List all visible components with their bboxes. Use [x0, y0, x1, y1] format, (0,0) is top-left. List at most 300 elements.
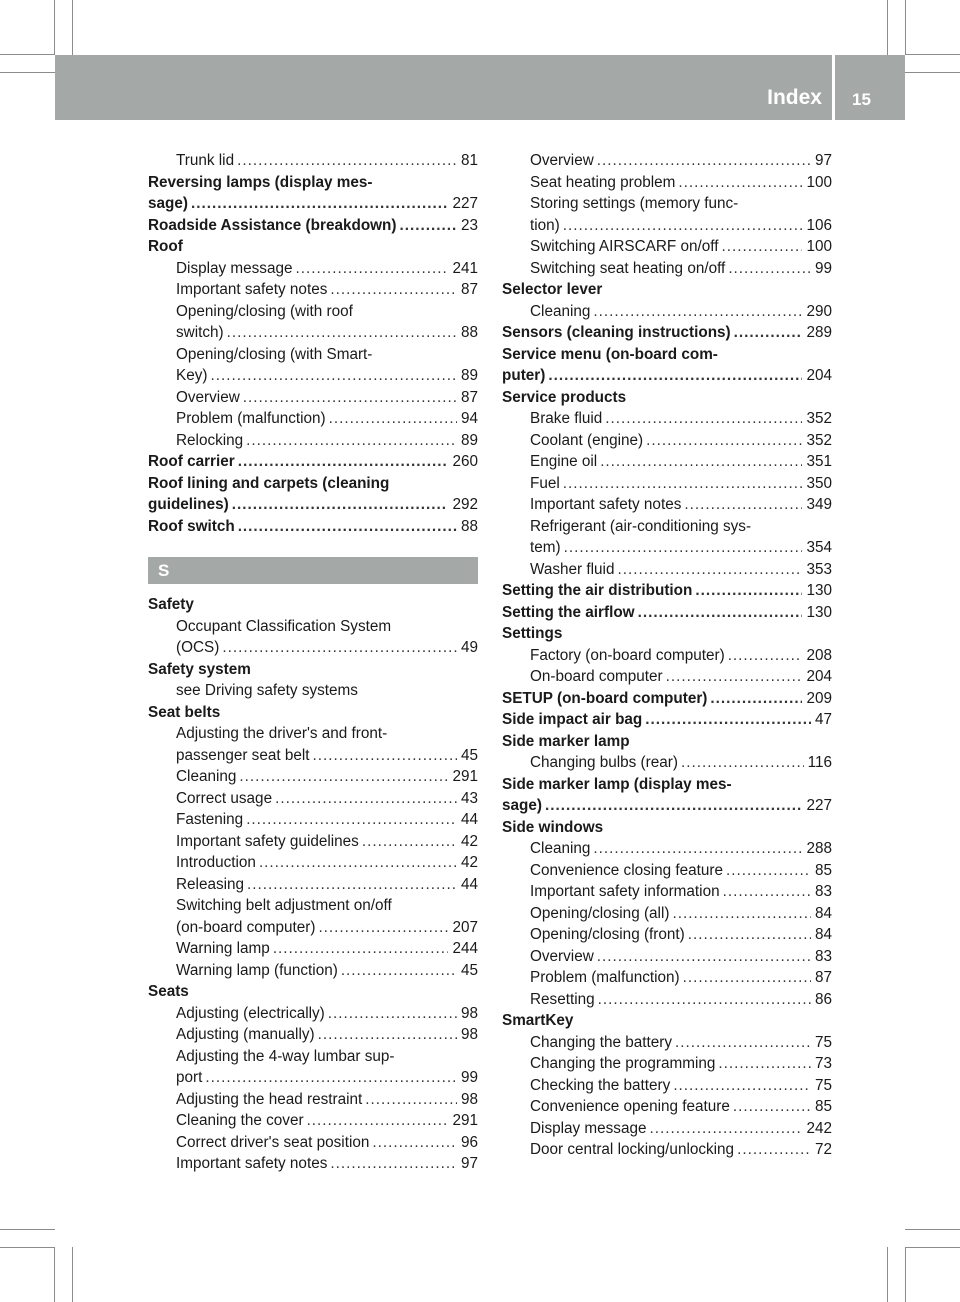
index-entry-text: Problem (malfunction) [530, 969, 680, 986]
index-page-ref[interactable]: 75 [814, 1076, 832, 1094]
index-entry [502, 215, 832, 237]
index-page-ref[interactable]: 130 [806, 582, 832, 599]
index-page-ref[interactable]: 73 [814, 1055, 832, 1072]
index-page-ref[interactable]: 42 [460, 832, 478, 850]
leader-dots [318, 917, 448, 939]
index-page-ref[interactable]: 227 [452, 195, 478, 212]
index-entry [148, 917, 478, 939]
index-entry [502, 451, 832, 473]
leader-dots [695, 580, 802, 602]
index-entry [148, 1153, 478, 1175]
index-page-ref[interactable]: 260 [452, 453, 478, 470]
index-entry [148, 766, 478, 788]
index-entry-text: Display message [176, 259, 293, 277]
index-subline: Opening/closing (with Smart- [176, 345, 373, 363]
index-page-ref[interactable]: 44 [460, 811, 478, 828]
index-entry [502, 989, 832, 1011]
index-entry [502, 666, 832, 688]
leader-dots [246, 809, 457, 831]
page-title: Index [767, 86, 822, 109]
index-entry [502, 408, 832, 430]
index-entry-text: Coolant (engine) [530, 431, 644, 449]
index-entry-text: Cleaning the cover [176, 1112, 304, 1129]
index-page-ref[interactable]: 45 [460, 961, 478, 979]
index-subline: Refrigerant (air-conditioning sys- [530, 517, 752, 535]
crop-mark [905, 72, 960, 73]
leader-dots [330, 279, 457, 301]
index-entry-text: Changing the programming [530, 1055, 716, 1072]
index-entry-text: Checking the battery [530, 1076, 671, 1094]
index-entry-text: Important safety information [530, 883, 720, 900]
index-entry [148, 637, 478, 659]
index-page-ref[interactable]: 100 [806, 173, 832, 191]
index-entry-text: (OCS) [176, 639, 220, 656]
index-entry-text: Display message [530, 1119, 647, 1137]
index-entry-text: Cleaning [530, 840, 591, 857]
leader-dots [718, 1053, 811, 1075]
index-entry-text: Trunk lid [176, 152, 235, 169]
index-entry-text: passenger seat belt [176, 746, 310, 764]
index-entry-text: tem) [530, 539, 561, 556]
leader-dots [243, 387, 457, 409]
index-entry-text: Introduction [176, 854, 256, 871]
leader-dots [237, 150, 457, 172]
index-page-ref[interactable]: 43 [460, 789, 478, 807]
index-entry [502, 1118, 832, 1140]
leader-dots [328, 1003, 457, 1025]
index-entry-text: Correct usage [176, 789, 273, 807]
index-entry [502, 172, 832, 194]
index-page-ref[interactable]: 86 [814, 990, 832, 1008]
index-entry-text: Releasing [176, 875, 245, 893]
leader-dots [372, 1132, 457, 1154]
leader-dots [688, 924, 811, 946]
index-entry [148, 494, 478, 516]
index-entry [502, 860, 832, 882]
index-page-ref[interactable]: 290 [806, 302, 832, 320]
index-entry-text: SETUP (on-board computer) [502, 689, 708, 707]
index-entry-text: Setting the air distribution [502, 582, 693, 599]
index-entry [148, 1003, 478, 1025]
index-page-ref[interactable]: 87 [460, 281, 478, 298]
index-entry [502, 301, 832, 323]
leader-dots [645, 709, 811, 731]
index-entry-text: guidelines) [148, 496, 229, 513]
index-page-ref[interactable]: 89 [460, 431, 478, 449]
index-page-ref[interactable]: 352 [806, 410, 832, 427]
index-entry-text: Switching AIRSCARF on/off [530, 238, 719, 255]
index-entry-text: Cleaning [530, 302, 591, 320]
crop-mark [905, 1247, 960, 1248]
leader-dots [649, 1118, 802, 1140]
index-entry [502, 473, 832, 495]
index-heading: Reversing lamps (display mes- [148, 173, 373, 191]
index-page-ref[interactable]: 94 [460, 410, 478, 427]
index-entry-text: Problem (malfunction) [176, 410, 326, 427]
leader-dots [683, 967, 811, 989]
leader-dots [593, 301, 802, 323]
index-page-ref[interactable]: 44 [460, 875, 478, 893]
leader-dots [341, 960, 457, 982]
index-entry [148, 516, 478, 538]
index-page-ref[interactable]: 241 [452, 259, 478, 277]
leader-dots [295, 258, 448, 280]
leader-dots [666, 666, 803, 688]
index-subline: Adjusting the 4-way lumbar sup- [176, 1047, 395, 1065]
leader-dots [246, 430, 457, 452]
leader-dots [273, 938, 449, 960]
index-entry [148, 1089, 478, 1111]
index-entry-text: Roof carrier [148, 453, 235, 470]
index-entry [502, 1096, 832, 1118]
index-subline: Adjusting the driver's and front- [176, 725, 388, 742]
index-entry-text: Overview [530, 152, 594, 169]
index-entry-text: Warning lamp [176, 940, 270, 957]
index-entry [148, 938, 478, 960]
index-heading: Roof lining and carpets (cleaning [148, 474, 390, 492]
index-entry-text: Adjusting (electrically) [176, 1004, 325, 1022]
leader-dots [675, 1032, 811, 1054]
index-entry [148, 1132, 478, 1154]
index-entry-text: Washer fluid [530, 560, 615, 578]
index-page-ref[interactable]: 204 [806, 668, 832, 685]
index-entry-text: Adjusting the head restraint [176, 1090, 363, 1108]
index-entry [502, 881, 832, 903]
leader-dots [227, 322, 457, 344]
index-page-ref[interactable]: 87 [814, 969, 832, 986]
page-number: 15 [852, 90, 871, 109]
index-page-ref[interactable]: 350 [806, 474, 832, 492]
index-entry [148, 387, 478, 409]
index-subline: Opening/closing (with roof [176, 302, 353, 320]
index-entry [502, 1032, 832, 1054]
crop-mark [905, 1229, 960, 1230]
index-entry-text: sage) [502, 797, 542, 814]
index-entry [502, 752, 832, 774]
index-subline: see Driving safety systems [176, 682, 358, 699]
index-entry [502, 365, 832, 387]
index-page-ref[interactable]: 352 [806, 431, 832, 449]
index-page-ref[interactable]: 227 [806, 797, 832, 814]
index-entry-text: Changing the battery [530, 1033, 673, 1051]
index-entry [502, 709, 832, 731]
index-entry-text: Sensors (cleaning instructions) [502, 324, 731, 341]
index-page-ref[interactable]: 75 [814, 1033, 832, 1051]
index-entry-text: Correct driver's seat position [176, 1133, 370, 1151]
leader-dots [681, 752, 804, 774]
leader-dots [400, 215, 457, 237]
index-entry [502, 946, 832, 968]
index-page-ref[interactable]: 89 [460, 367, 478, 384]
index-page-ref[interactable]: 292 [452, 496, 478, 513]
index-heading: Side marker lamp [502, 732, 630, 750]
index-entry [502, 1053, 832, 1075]
index-page-ref[interactable]: 23 [460, 216, 478, 234]
leader-dots [617, 559, 802, 581]
section-header: S [148, 557, 478, 584]
index-page-ref[interactable]: 130 [806, 603, 832, 621]
index-entry [502, 322, 832, 344]
crop-mark [905, 1247, 906, 1302]
leader-dots [232, 494, 449, 516]
index-entry [502, 537, 832, 559]
index-entry [502, 150, 832, 172]
leader-dots [307, 1110, 449, 1132]
index-entry [148, 1110, 478, 1132]
leader-dots [205, 1067, 457, 1089]
index-page-ref[interactable]: 116 [807, 754, 832, 771]
index-page-ref[interactable]: 84 [814, 904, 832, 922]
index-column-right [502, 150, 832, 1161]
index-entry [148, 279, 478, 301]
index-entry-text: Opening/closing (front) [530, 926, 685, 943]
index-heading: Seat belts [148, 703, 221, 721]
leader-dots [362, 831, 457, 853]
index-entry-text: Important safety notes [530, 496, 682, 513]
index-page-ref[interactable]: 72 [814, 1141, 832, 1158]
index-page-ref[interactable]: 81 [460, 152, 478, 169]
index-entry-text: port [176, 1069, 203, 1086]
leader-dots [365, 1089, 457, 1111]
index-entry [148, 831, 478, 853]
leader-dots [593, 838, 802, 860]
crop-mark [72, 0, 73, 55]
index-entry [502, 838, 832, 860]
index-page-ref[interactable]: 97 [814, 152, 832, 169]
crop-mark [54, 0, 55, 55]
leader-dots [673, 1075, 811, 1097]
index-page-ref[interactable]: 98 [460, 1004, 478, 1022]
index-page-ref[interactable]: 208 [806, 646, 832, 664]
index-entry [148, 451, 478, 473]
leader-dots [238, 451, 449, 473]
index-entry-text: Relocking [176, 431, 244, 449]
index-entry [148, 788, 478, 810]
index-page-ref[interactable]: 98 [460, 1026, 478, 1043]
index-page-ref[interactable]: 96 [460, 1133, 478, 1151]
index-entry-text: Important safety guidelines [176, 832, 359, 850]
index-subline: Switching belt adjustment on/off [176, 897, 392, 914]
index-heading: Seats [148, 983, 189, 1000]
index-entry [502, 645, 832, 667]
index-entry-text: Important safety notes [176, 281, 328, 298]
index-entry [502, 258, 832, 280]
index-entry [148, 430, 478, 452]
index-heading: Side windows [502, 818, 604, 836]
leader-dots [247, 874, 457, 896]
crop-mark [0, 1229, 55, 1230]
index-entry-text: Convenience closing feature [530, 861, 724, 879]
leader-dots [598, 989, 811, 1011]
index-entry [148, 365, 478, 387]
index-page-ref[interactable]: 291 [452, 768, 478, 785]
leader-dots [605, 408, 802, 430]
index-entry [502, 559, 832, 581]
index-entry [148, 745, 478, 767]
leader-dots [313, 745, 457, 767]
index-entry-text: Warning lamp (function) [176, 961, 338, 979]
index-entry [148, 1024, 478, 1046]
index-page-ref[interactable]: 99 [814, 259, 832, 277]
index-entry [148, 322, 478, 344]
index-entry-text: Brake fluid [530, 410, 603, 427]
leader-dots [672, 903, 811, 925]
leader-dots [597, 150, 811, 172]
leader-dots [733, 1096, 811, 1118]
index-page-ref[interactable]: 83 [814, 883, 832, 900]
index-heading: Settings [502, 625, 563, 642]
index-heading: SmartKey [502, 1012, 574, 1029]
index-page-ref[interactable]: 88 [460, 324, 478, 341]
index-entry-text: Overview [176, 388, 240, 406]
leader-dots [563, 473, 803, 495]
index-page-ref[interactable]: 288 [806, 840, 832, 857]
index-page-ref[interactable]: 84 [814, 926, 832, 943]
index-page-ref[interactable]: 209 [806, 689, 832, 707]
crop-mark [54, 1247, 55, 1302]
index-heading: Safety [148, 596, 194, 613]
leader-dots [238, 516, 457, 538]
index-entry-text: Roadside Assistance (breakdown) [148, 216, 397, 234]
crop-mark [0, 54, 55, 55]
index-page-ref[interactable]: 85 [814, 1098, 832, 1115]
index-entry [148, 809, 478, 831]
leader-dots [222, 637, 457, 659]
crop-mark [0, 72, 55, 73]
leader-dots [646, 430, 802, 452]
index-entry-text: tion) [530, 216, 560, 234]
leader-dots [737, 1139, 811, 1161]
leader-dots [548, 365, 802, 387]
crop-mark [905, 0, 906, 55]
leader-dots [545, 795, 803, 817]
leader-dots [210, 365, 457, 387]
index-page-ref[interactable]: 85 [814, 861, 832, 879]
index-page-ref[interactable]: 47 [814, 711, 832, 728]
index-page-ref[interactable]: 354 [806, 539, 832, 556]
index-entry-text: switch) [176, 324, 224, 341]
index-page-ref[interactable]: 88 [460, 517, 478, 535]
index-entry [502, 688, 832, 710]
index-page-ref[interactable]: 349 [806, 496, 832, 513]
index-page-ref[interactable]: 291 [452, 1112, 478, 1129]
index-page-ref[interactable]: 353 [806, 560, 832, 578]
index-entry-text: Overview [530, 947, 594, 965]
leader-dots [564, 537, 803, 559]
leader-dots [684, 494, 802, 516]
header-separator [832, 55, 835, 120]
leader-dots [638, 602, 803, 624]
leader-dots [275, 788, 457, 810]
index-entry-text: Door central locking/unlocking [530, 1141, 735, 1158]
index-page-ref[interactable]: 204 [806, 367, 832, 384]
index-page-ref[interactable]: 99 [460, 1069, 478, 1086]
index-entry [502, 430, 832, 452]
leader-dots [728, 258, 811, 280]
index-entry [502, 494, 832, 516]
index-heading: Service menu (on-board com- [502, 345, 718, 363]
leader-dots [329, 408, 457, 430]
index-heading: Safety system [148, 660, 251, 678]
index-page-ref[interactable]: 351 [806, 453, 832, 470]
index-page-ref[interactable]: 244 [452, 940, 478, 957]
index-entry-text: puter) [502, 367, 546, 384]
index-entry-text: Adjusting (manually) [176, 1026, 315, 1043]
leader-dots [191, 193, 449, 215]
index-page-ref[interactable]: 289 [806, 324, 832, 341]
index-entry-text: Convenience opening feature [530, 1098, 730, 1115]
index-entry-text: Changing bulbs (rear) [530, 754, 678, 771]
index-entry [148, 193, 478, 215]
leader-dots [563, 215, 803, 237]
index-entry [148, 215, 478, 237]
index-entry [148, 874, 478, 896]
index-entry [502, 1075, 832, 1097]
index-page-ref[interactable]: 98 [460, 1090, 478, 1108]
index-page-ref[interactable]: 100 [806, 238, 832, 255]
leader-dots [330, 1153, 457, 1175]
index-entry-text: Factory (on-board computer) [530, 646, 725, 664]
crop-mark [72, 1247, 73, 1302]
index-heading: Side marker lamp (display mes- [502, 775, 732, 793]
index-page-ref[interactable]: 45 [460, 746, 478, 764]
index-page-ref[interactable]: 87 [460, 388, 478, 406]
index-entry [502, 580, 832, 602]
index-entry-text: On-board computer [530, 668, 663, 685]
index-entry-text: Engine oil [530, 453, 598, 470]
leader-dots [597, 946, 811, 968]
index-entry-text: sage) [148, 195, 188, 212]
leader-dots [710, 688, 802, 710]
index-entry [502, 236, 832, 258]
leader-dots [728, 645, 803, 667]
index-entry [148, 852, 478, 874]
index-entry [502, 1139, 832, 1161]
index-entry [502, 924, 832, 946]
leader-dots [734, 322, 803, 344]
index-entry [148, 1067, 478, 1089]
index-page-ref[interactable]: 106 [806, 216, 832, 234]
index-entry-text: Setting the airflow [502, 603, 635, 621]
leader-dots [259, 852, 457, 874]
index-column-left [148, 150, 478, 1175]
index-page-ref[interactable]: 83 [814, 947, 832, 965]
index-page-ref[interactable]: 242 [806, 1119, 832, 1137]
index-entry-text: Opening/closing (all) [530, 904, 670, 922]
leader-dots [723, 881, 811, 903]
index-entry-text: Important safety notes [176, 1155, 328, 1172]
leader-dots [721, 236, 802, 258]
index-entry [148, 408, 478, 430]
leader-dots [678, 172, 802, 194]
index-entry-text: Fuel [530, 474, 560, 492]
index-page-ref[interactable]: 42 [460, 854, 478, 871]
index-page-ref[interactable]: 49 [460, 639, 478, 656]
index-page-ref[interactable]: 207 [452, 918, 478, 936]
leader-dots [600, 451, 802, 473]
index-entry-text: Cleaning [176, 768, 237, 785]
index-page-ref[interactable]: 97 [460, 1155, 478, 1172]
index-entry [148, 960, 478, 982]
index-entry-text: Key) [176, 367, 208, 384]
index-heading: Selector lever [502, 281, 603, 298]
index-entry [148, 150, 478, 172]
crop-mark [887, 1247, 888, 1302]
index-heading: Roof [148, 238, 183, 255]
index-entry-text: Switching seat heating on/off [530, 259, 726, 277]
index-entry [502, 795, 832, 817]
index-entry-text: (on-board computer) [176, 918, 316, 936]
